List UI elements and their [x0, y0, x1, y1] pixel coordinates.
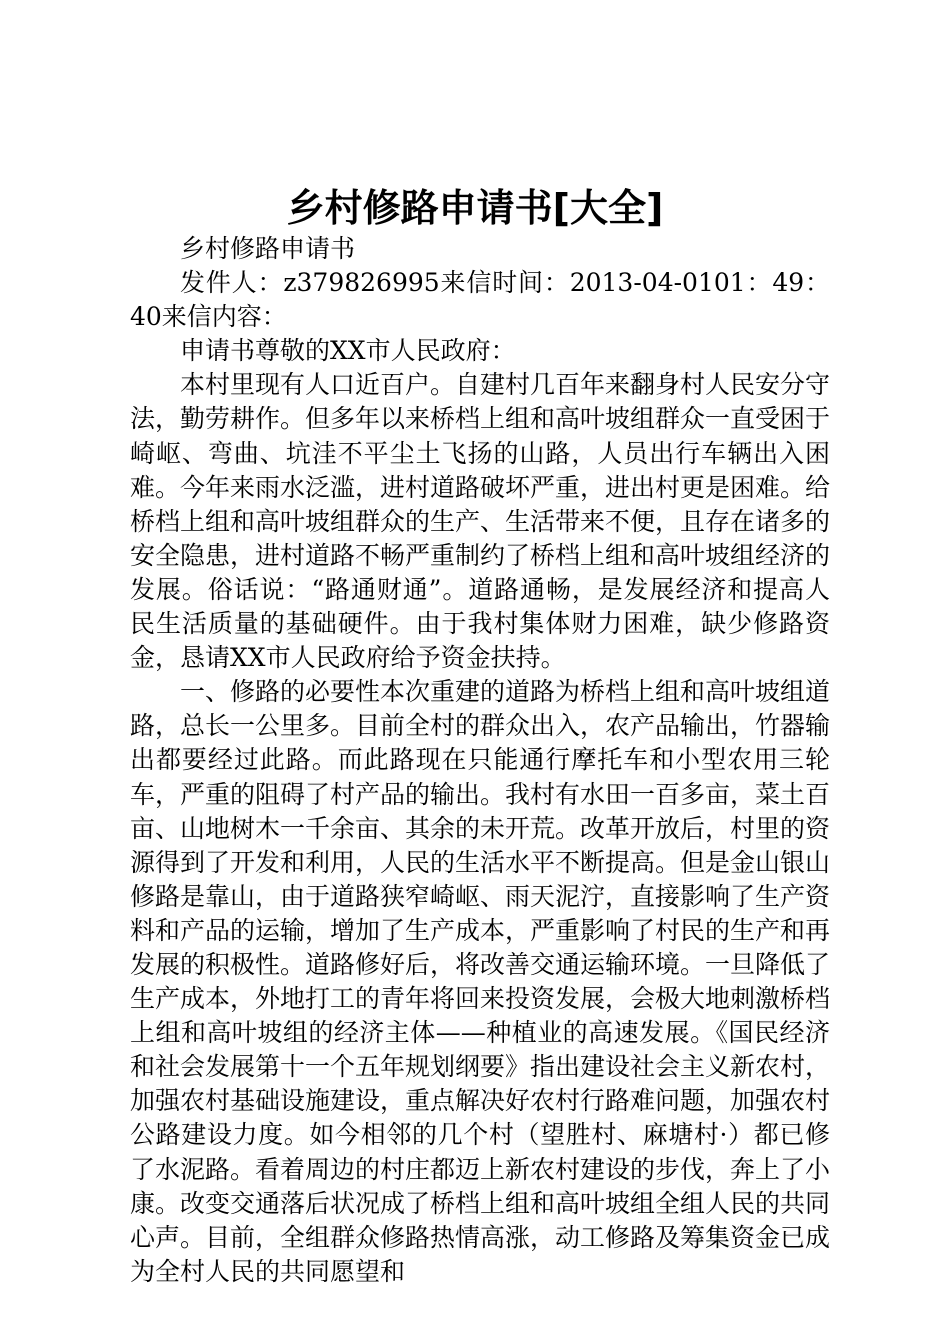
- document-title: 乡村修路申请书[大全]: [286, 186, 664, 230]
- paragraph-sender-info: 发件人：z379826995来信时间：2013-04-0101：49：40来信内容：: [130, 268, 830, 332]
- paragraph-salutation: 申请书尊敬的XX市人民政府：: [180, 336, 516, 366]
- document-body: [130, 232, 830, 1289]
- paragraph-background: 本村里现有人口近百户。自建村几百年来翻身村人民安分守法，勤劳耕作。但多年以来桥档上组和高叶坡组群众一直受困于崎岖、弯曲、坑洼不平尘土飞扬的山路，人员出行车辆出入困难。今年来雨水泛滥，进村道路破坏严重，进出村更是困难。给桥档上组和高叶坡组群众的生产、生活带来不便，且存在诸多的安全隐患，进村道路不畅严重制约了桥档上组和高叶坡组经济的发展。俗话说：“路通财通”。道路通畅，是发展经济和提高人民生活质量的基础硬件。由于我村集体财力困难，缺少修路资金，恳请XX市人民政府给予资金扶持。: [130, 370, 831, 673]
- paragraph-subtitle: 乡村修路申请书: [180, 234, 356, 263]
- paragraph-necessity: 一、修路的必要性本次重建的道路为桥档上组和高叶坡组道路，总长一公里多。目前全村的群众出入，农产品输出，竹器输出都要经过此路。而此路现在只能通行摩托车和小型农用三轮车，严重的阻碍了村产品的输出。我村有水田一百多亩，菜土百亩、山地树木一千余亩、其余的未开荒。改革开放后，村里的资源得到了开发和利用，人民的生活水平不断提高。但是金山银山修路是靠山，由于道路狭窄崎岖、雨天泥泞，直接影响了生产资料和产品的运输，增加了生产成本，严重影响了村民的生产和再发展的积极性。道路修好后，将改善交通运输环境。一旦降低了生产成本，外地打工的青年将回来投资发展，会极大地刺激桥档上组和高叶坡组的经济主体——种植业的高速发展。《国民经济和社会发展第十一个五年规划纲要》指出建设社会主义新农村，加强农村基础设施建设，重点解决好农村行路难问题，加强农村公路建设力度。如今相邻的几个村（望胜村、麻塘村·）都已修了水泥路。看着周边的村庄都迈上新农村建设的步伐，奔上了小康。改变交通落后状况成了桥档上组和高叶坡组全组人民的共同心声。目前，全组群众修路热情高涨，动工修路及筹集资金已成为全村人民的共同愿望和: [130, 677, 831, 1286]
